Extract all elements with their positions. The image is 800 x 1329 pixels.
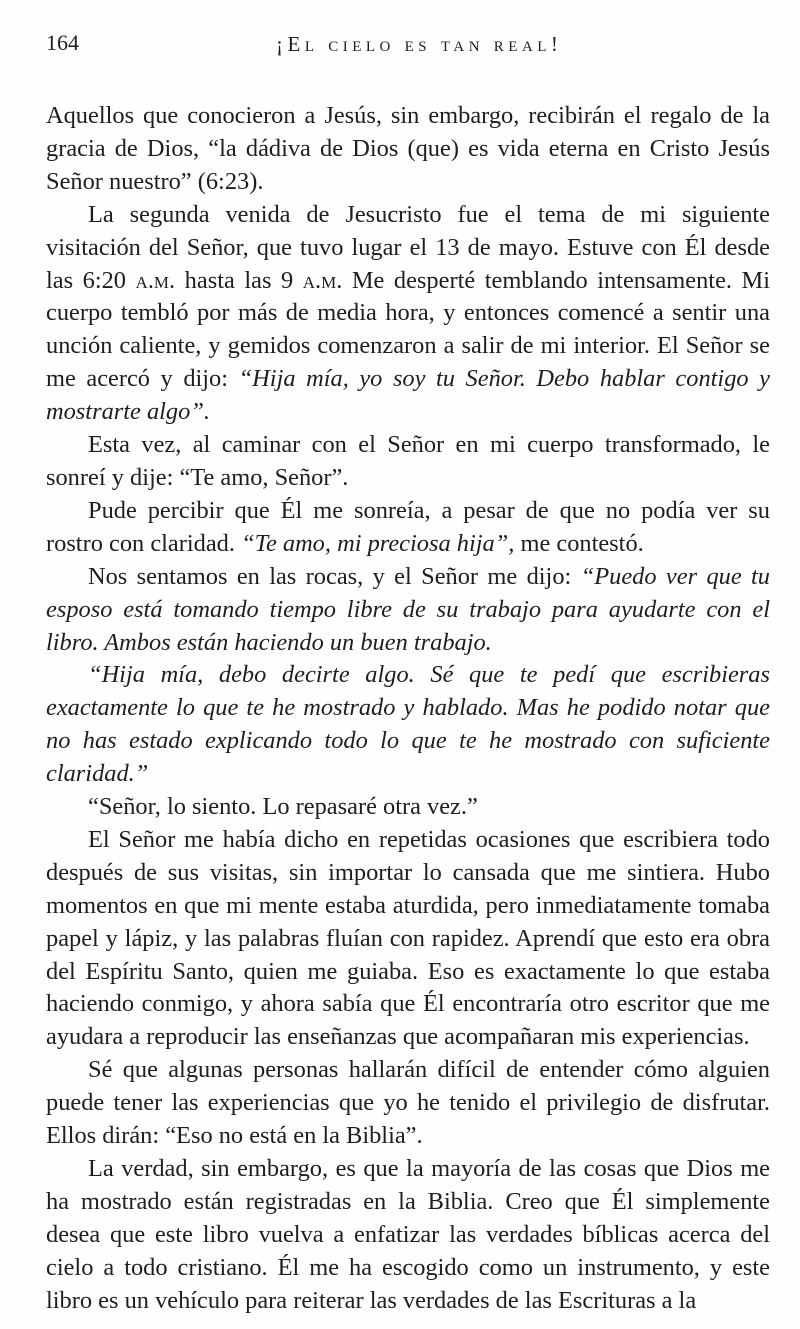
paragraph-2-text-a: La segunda venida de Jesucristo fue el tema de mi siguiente visitación del Señor, que tuvo lugar el 13 de mayo. Estuve con Él desde las 6:20: [46, 200, 770, 294]
paragraph-5-text-a: Nos sentamos en las rocas, y el Señor me dijo:: [88, 562, 581, 590]
paragraph-2-quote: “Hija mía, yo soy tu Señor. Debo hablar contigo y mostrarte algo”.: [46, 365, 770, 426]
paragraph-10: La verdad, sin embargo, es que la mayoría de las cosas que Dios me ha mostrado están registradas en la Biblia. Creo que Él simplemente desea que este libro vuelva a enfatizar las verdades bíblicas acerca del cielo a todo cristiano. Él me ha escogido como un instrumento, y este libro es un vehículo para reiterar las verdades de las Escrituras a la: [46, 1155, 770, 1314]
paragraph-8: El Señor me había dicho en repetidas ocasiones que escribiera todo después de sus visitas, sin importar lo cansada que me sintiera. Hubo momentos en que mi mente estaba aturdida, pero inmediatamente tomaba papel y lápiz, y las palabras fluían con rapidez. Aprendí que esto era obra del Espíritu Santo, quien me guiaba. Eso es exactamente lo que estaba haciendo conmigo, y ahora sabía que Él encontraría otro escritor que me ayudara a reproducir las enseñanzas que acompañaran mis experiencias.: [46, 825, 770, 1051]
paragraph-6: [46, 659, 770, 791]
paragraph-4-text-b: me contestó.: [514, 529, 644, 557]
running-title: ¡El cielo es tan real!: [276, 32, 563, 56]
page-header: [46, 30, 770, 64]
paragraph-4-text-a: Pude percibir que Él me sonreía, a pesar de que no podía ver su rostro con claridad.: [46, 496, 770, 557]
body-text: [46, 100, 770, 1318]
paragraph-7: “Señor, lo siento. Lo repasaré otra vez.”: [88, 793, 478, 821]
paragraph-5: [46, 561, 770, 660]
page-number: 164: [46, 30, 79, 55]
paragraph-2: [46, 199, 770, 429]
paragraph-2-text-b: hasta las 9: [175, 266, 303, 294]
time-am-2: a.m.: [302, 266, 343, 294]
paragraph-2-text-c: Me desperté temblando intensamente. Mi cuerpo tembló por más de media hora, y entonces comencé a sentir una unción caliente, y gemidos comenzaron a salir de mi interior. El Señor se me acercó y dijo:: [46, 266, 770, 393]
paragraph-1: Aquellos que conocieron a Jesús, sin embargo, recibirán el regalo de la gracia de Dios, “la dádiva de Dios (que) es vida eterna en Cristo Jesús Señor nuestro” (6:23).: [46, 102, 770, 195]
paragraph-6-quote: “Hija mía, debo decirte algo. Sé que te pedí que escribieras exactamente lo que te he mostrado y hablado. Mas he podido notar que no has estado explicando todo lo que te he mostrado con suficiente claridad.”: [46, 661, 770, 788]
paragraph-9: Sé que algunas personas hallarán difícil de entender cómo alguien puede tener las experiencias que yo he tenido el privilegio de disfrutar. Ellos dirán: “Eso no está en la Biblia”.: [46, 1056, 770, 1150]
paragraph-4-quote: “Te amo, mi preciosa hija”,: [241, 529, 515, 557]
paragraph-5-quote: “Puedo ver que tu esposo está tomando tiempo libre de su trabajo para ayudarte con el libro. Ambos están haciendo un buen trabajo.: [46, 562, 771, 656]
paragraph-4: [46, 495, 770, 561]
time-am-1: a.m.: [135, 266, 176, 294]
paragraph-3: Esta vez, al caminar con el Señor en mi cuerpo transformado, le sonreí y dije: “Te amo, Señor”.: [46, 431, 770, 491]
